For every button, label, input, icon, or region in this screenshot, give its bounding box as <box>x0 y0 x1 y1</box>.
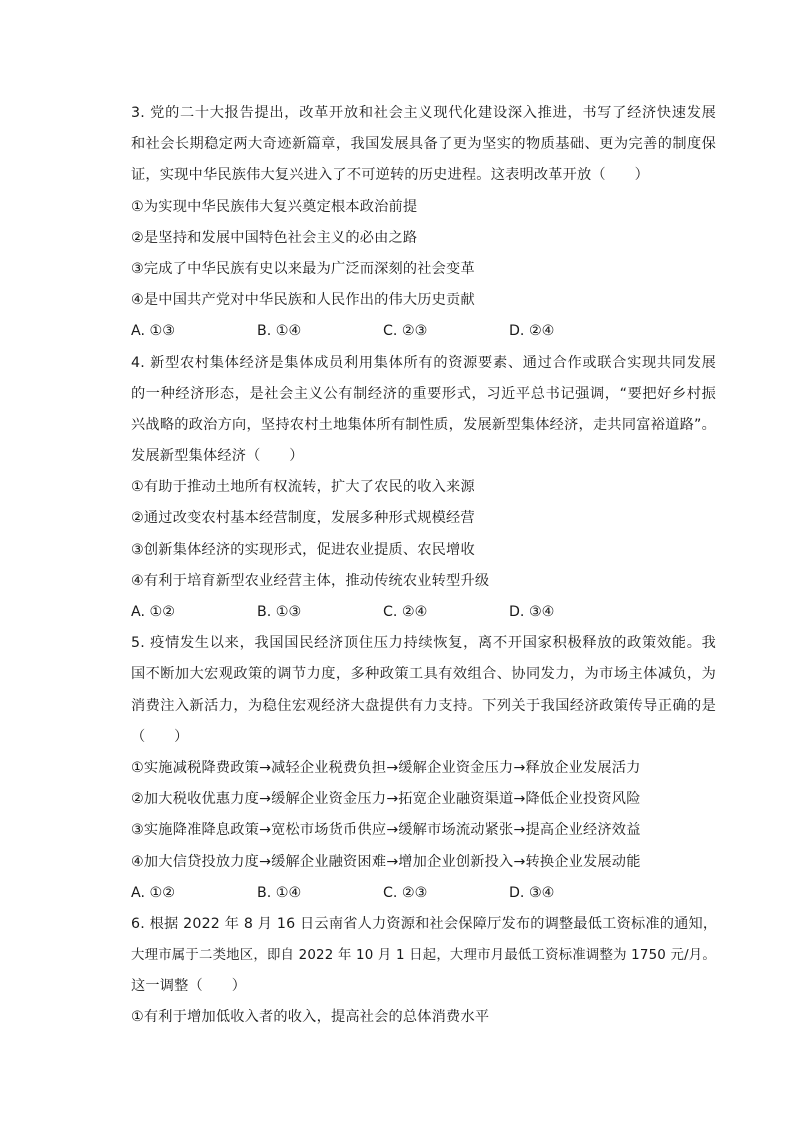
question-4 <box>131 348 716 629</box>
question-3 <box>131 98 716 348</box>
choice-c: C. ②④ <box>383 604 428 620</box>
statement-option: ④是中国共产党对中华民族和人民作出的伟大历史贡献 <box>131 292 475 309</box>
question-stem-line: 4. 新型农村集体经济是集体成员利用集体所有的资源要素、通过合作或联合实现共同发展 <box>131 354 716 371</box>
choice-a: A. ①② <box>131 604 175 620</box>
choice-d: D. ②④ <box>509 323 555 340</box>
choice-d: D. ③④ <box>509 604 555 620</box>
question-stem-line: （ ） <box>131 728 189 745</box>
answer-choices <box>131 316 716 347</box>
question-stem-line: 国不断加大宏观政策的调节力度，多种政策工具有效组合、协同发力，为市场主体减负，为 <box>131 666 716 683</box>
question-stem-line: 和社会长期稳定两大奇迹新篇章，我国发展具备了更为坚实的物质基础、更为完善的制度保 <box>131 136 716 153</box>
statement-option: ④有利于培育新型农业经营主体，推动传统农业转型升级 <box>131 572 490 589</box>
exam-page <box>131 98 716 1034</box>
statement-option: ②加大税收优惠力度→缓解企业资金压力→拓宽企业融资渠道→降低企业投资风险 <box>131 791 641 808</box>
statement-option: ②通过改变农村基本经营制度，发展多种形式规模经营 <box>131 510 475 527</box>
statement-option: ②是坚持和发展中国特色社会主义的必由之路 <box>131 229 418 246</box>
question-stem-line: 的一种经济形态，是社会主义公有制经济的重要形式，习近平总书记强调，“要把好乡村振 <box>131 385 716 402</box>
question-stem-line: 这一调整（ ） <box>131 978 247 995</box>
statement-option: ④加大信贷投放力度→缓解企业融资困难→增加企业创新投入→转换企业发展动能 <box>131 853 641 870</box>
statement-option: ①有助于推动土地所有权流转，扩大了农民的收入来源 <box>131 479 475 496</box>
choice-c: C. ②③ <box>383 884 428 901</box>
question-stem-line: 证，实现中华民族伟大复兴进入了不可逆转的历史进程。这表明改革开放（ ） <box>131 167 649 184</box>
statement-option: ①为实现中华民族伟大复兴奠定根本政治前提 <box>131 198 418 215</box>
question-stem-line: 消费注入新活力，为稳住宏观经济大盘提供有力支持。下列关于我国经济政策传导正确的是 <box>131 697 716 714</box>
statement-option: ③创新集体经济的实现形式，促进农业提质、农民增收 <box>131 541 475 558</box>
question-stem-line: 6. 根据 2022 年 8 月 16 日云南省人力资源和社会保障厅发布的调整最低工资标准的通知， <box>131 915 718 932</box>
answer-choices <box>131 597 716 628</box>
choice-b: B. ①③ <box>257 604 302 620</box>
choice-a: A. ①② <box>131 884 175 901</box>
answer-choices <box>131 878 716 909</box>
question-stem-line: 发展新型集体经济（ ） <box>131 448 304 465</box>
choice-d: D. ③④ <box>509 884 555 901</box>
question-6 <box>131 909 716 1034</box>
question-stem-line: 兴战略的政治方向，坚持农村土地集体所有制性质，发展新型集体经济，走共同富裕道路”。 <box>131 416 716 433</box>
statement-option: ③实施降准降息政策→宽松市场货币供应→缓解市场流动紧张→提高企业经济效益 <box>131 822 641 839</box>
question-stem-line: 大理市属于二类地区，即自 2022 年 10 月 1 日起，大理市月最低工资标准调整为 1750 元/月。 <box>131 948 716 964</box>
question-stem-line: 3. 党的二十大报告提出，改革开放和社会主义现代化建设深入推进，书写了经济快速发展 <box>131 105 716 121</box>
choice-b: B. ①④ <box>257 884 302 901</box>
question-stem-line: 5. 疫情发生以来，我国国民经济顶住压力持续恢复，离不开国家积极释放的政策效能。我 <box>131 635 716 652</box>
choice-a: A. ①③ <box>131 323 175 340</box>
choice-c: C. ②③ <box>383 323 428 340</box>
statement-option: ①有利于增加低收入者的收入，提高社会的总体消费水平 <box>131 1009 490 1026</box>
statement-option: ①实施减税降费政策→减轻企业税费负担→缓解企业资金压力→释放企业发展活力 <box>131 759 641 776</box>
choice-b: B. ①④ <box>257 323 302 340</box>
question-5 <box>131 628 716 909</box>
statement-option: ③完成了中华民族有史以来最为广泛而深刻的社会变革 <box>131 260 475 277</box>
